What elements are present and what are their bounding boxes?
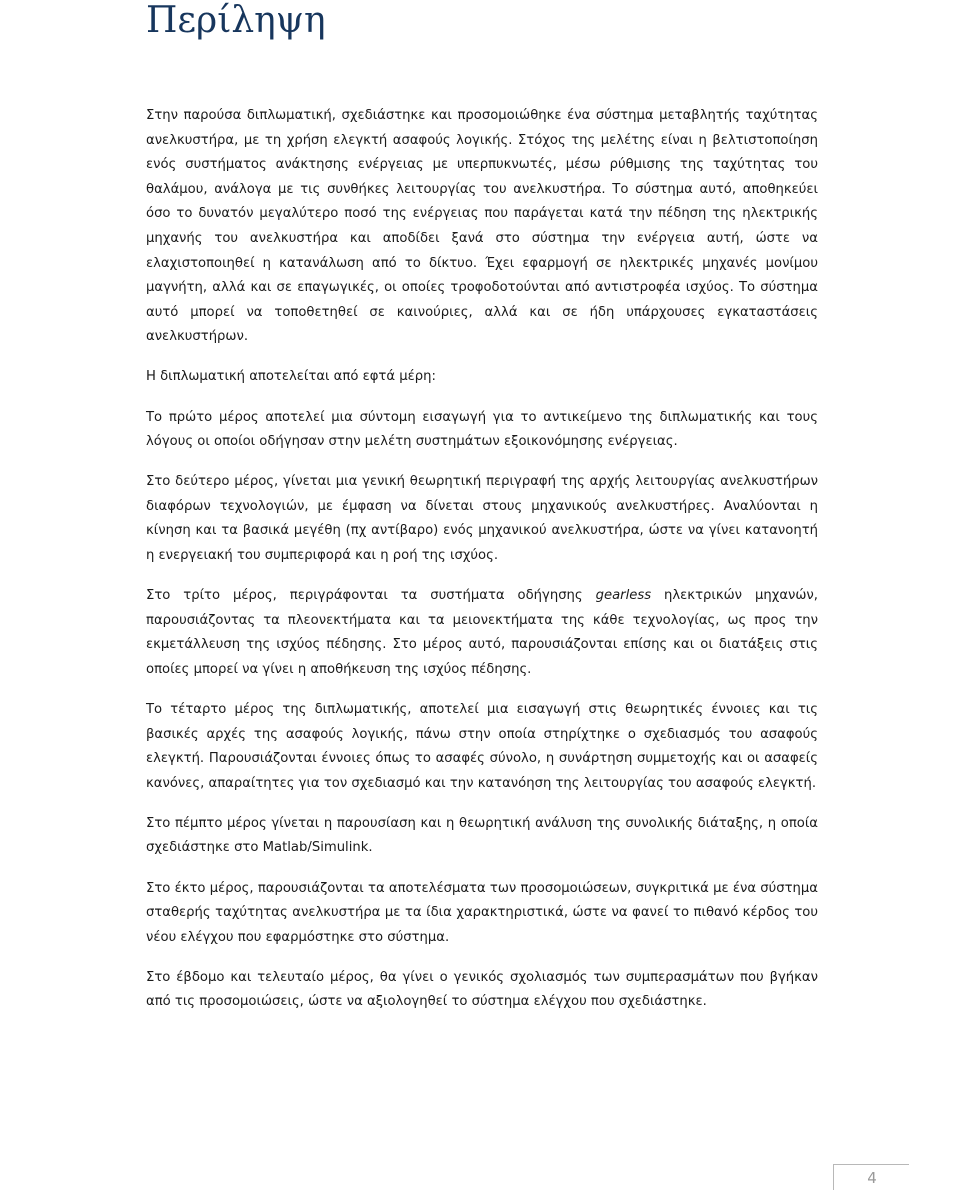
paragraph-part-three-start: Στο τρίτο μέρος, περιγράφονται τα συστήματα οδήγησης <box>146 588 596 604</box>
page-number: 4 <box>867 1169 877 1187</box>
paragraph-part-three-end: ηλεκτρικών μηχανών, παρουσιάζοντας τα πλεονεκτήματα και τα μειονεκτήματα της κάθε τεχνολογίας, ως προς την εκμετάλλευση της ισχύος πέδησης. Στο μέρος αυτό, παρουσιάζονται επίσης και οι διατάξεις στις οποίες μπορεί να γίνει η αποθήκευση της ισχύος πέδησης. <box>146 588 818 677</box>
paragraph-structure: Η διπλωματική αποτελείται από εφτά μέρη: <box>146 369 436 385</box>
paragraph-part-five: Στο πέμπτο μέρος γίνεται η παρουσίαση και η θεωρητική ανάλυση της συνολικής διάταξης, η οποία σχεδιάστηκε στο Matlab/Simulink. <box>146 815 818 856</box>
page-title: Περίληψη <box>146 0 326 41</box>
paragraph-part-one: Το πρώτο μέρος αποτελεί μια σύντομη εισαγωγή για το αντικείμενο της διπλωματικής και τους λόγους οι οποίοι οδήγησαν στην μελέτη συστημάτων εξοικονόμησης ενέργειας. <box>146 409 818 450</box>
paragraph-part-six: Στο έκτο μέρος, παρουσιάζονται τα αποτελέσματα των προσομοιώσεων, συγκριτικά με ένα σύστημα σταθερής ταχύτητας ανελκυστήρα με τα ίδια χαρακτηριστικά, ώστε να φανεί το πιθανό κέρδος του νέου ελέγχου που εφαρμόστηκε στο σύστημα. <box>146 880 818 945</box>
abstract-body <box>146 104 818 1031</box>
paragraph-part-four: Το τέταρτο μέρος της διπλωματικής, αποτελεί μια εισαγωγή στις θεωρητικές έννοιες και τις βασικές αρχές της ασαφούς λογικής, πάνω στην οποία στηρίχτηκε ο σχεδιασμός του ασαφούς ελεγκτή. Παρουσιάζονται έννοιες όπως το ασαφές σύνολο, η συνάρτηση συμμετοχής και οι ασαφείς κανόνες, απαραίτητες για τον σχεδιασμό και την κατανόηση της λειτουργίας του ασαφούς ελεγκτή. <box>146 701 818 791</box>
paragraph-part-three <box>146 584 818 682</box>
paragraph-part-seven: Στο έβδομο και τελευταίο μέρος, θα γίνει ο γενικός σχολιασμός των συμπερασμάτων που βγήκαν από τις προσομοιώσεις, ώστε να αξιολογηθεί το σύστημα ελέγχου που σχεδιάστηκε. <box>146 969 818 1010</box>
gearless-term: gearless <box>595 588 652 604</box>
paragraph-intro: Στην παρούσα διπλωματική, σχεδιάστηκε και προσομοιώθηκε ένα σύστημα μεταβλητής ταχύτητας ανελκυστήρα, με τη χρήση ελεγκτή ασαφούς λογικής. Στόχος της μελέτης είναι η βελτιστοποίηση ενός συστήματος ανάκτησης ενέργειας με υπερπυκνωτές, μέσω ρύθμισης της ταχύτητας του θαλάμου, ανάλογα με τις συνθήκες λειτουργίας του ανελκυστήρα. Το σύστημα αυτό, αποθηκεύει όσο το δυνατόν μεγαλύτερο ποσό της ενέργειας που παράγεται κατά την πέδηση της ηλεκτρικής μηχανής του ανελκυστήρα και αποδίδει ξανά στο σύστημα την ενέργεια αυτή, ώστε να ελαχιστοποιηθεί η κατανάλωση από το δίκτυο. Έχει εφαρμογή σε ηλεκτρικές μηχανές μονίμου μαγνήτη, αλλά και σε επαγωγικές, οι οποίες τροφοδοτούνται από αντιστροφέα ισχύος. Το σύστημα αυτό μπορεί να τοποθετηθεί σε καινούριες, αλλά και σε ήδη υπάρχουσες εγκαταστάσεις ανελκυστήρων. <box>146 108 818 345</box>
paragraph-part-two: Στο δεύτερο μέρος, γίνεται μια γενική θεωρητική περιγραφή της αρχής λειτουργίας ανελκυστήρων διαφόρων τεχνολογιών, με έμφαση να δίνεται στους μηχανικούς ανελκυστήρες. Αναλύονται η κίνηση και τα βασικά μεγέθη (πχ αντίβαρο) ενός μηχανικού ανελκυστήρα, ώστε να γίνει κατανοητή η ενεργειακή του συμπεριφορά και η ροή της ισχύος. <box>146 474 818 563</box>
